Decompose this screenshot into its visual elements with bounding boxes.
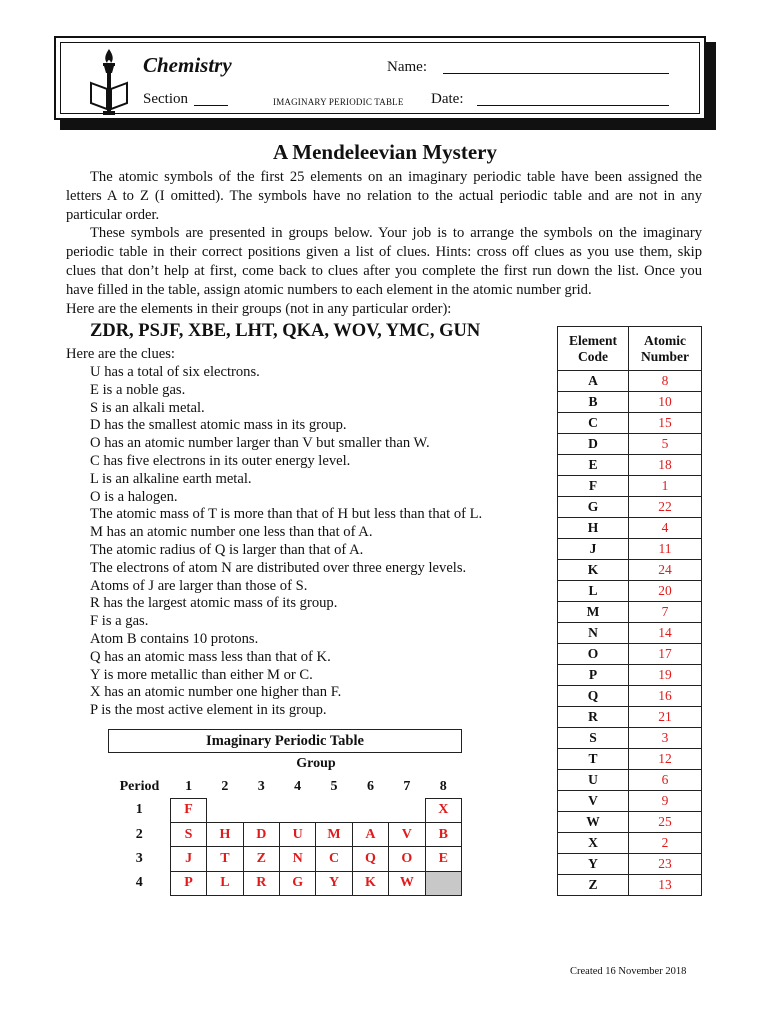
element-code: K: [558, 560, 629, 581]
element-code: H: [558, 518, 629, 539]
element-code: S: [558, 728, 629, 749]
element-cell[interactable]: V: [389, 823, 425, 847]
atomic-number[interactable]: 1: [629, 476, 702, 497]
atomic-number[interactable]: 5: [629, 434, 702, 455]
atomic-number-grid: [557, 326, 702, 896]
period-number: 1: [135, 802, 143, 818]
period-row: [109, 847, 462, 871]
element-code: Q: [558, 686, 629, 707]
table-row: [558, 476, 702, 497]
atomic-number[interactable]: 22: [629, 497, 702, 518]
element-cell[interactable]: G: [279, 871, 315, 895]
group-number: 5: [330, 778, 338, 794]
element-code: X: [558, 833, 629, 854]
empty-cell: [207, 798, 243, 822]
table-row: [558, 455, 702, 476]
name-blank-line[interactable]: [443, 73, 669, 74]
clue-item: X has an atomic number one higher than F.: [90, 684, 342, 701]
element-code: C: [558, 413, 629, 434]
atomic-number[interactable]: 23: [629, 854, 702, 875]
atomic-number[interactable]: 11: [629, 539, 702, 560]
header-inner-border: [60, 42, 700, 114]
element-cell[interactable]: W: [389, 871, 425, 895]
table-row: [558, 665, 702, 686]
element-cell[interactable]: J: [170, 847, 206, 871]
atomic-number[interactable]: 3: [629, 728, 702, 749]
table-row: [558, 602, 702, 623]
element-cell[interactable]: Q: [352, 847, 388, 871]
period-label: Period: [119, 778, 160, 794]
period-number: 2: [135, 826, 143, 842]
atomic-number[interactable]: 18: [629, 455, 702, 476]
table-row: [558, 770, 702, 791]
table-row: [558, 371, 702, 392]
clue-item: D has the smallest atomic mass in its group.: [90, 417, 347, 434]
clue-item: O is a halogen.: [90, 488, 178, 505]
imaginary-periodic-table: [108, 729, 462, 896]
table-row: [558, 581, 702, 602]
atomic-number[interactable]: 19: [629, 665, 702, 686]
element-cell[interactable]: F: [170, 798, 206, 822]
empty-cell: [243, 798, 279, 822]
group-number: 1: [185, 778, 193, 794]
date-field: [431, 91, 669, 108]
element-code: B: [558, 392, 629, 413]
element-code: E: [558, 455, 629, 476]
clue-item: R has the largest atomic mass of its group.: [90, 595, 338, 612]
element-code: J: [558, 539, 629, 560]
table-row: [558, 686, 702, 707]
intro-paragraph-3: Here are the elements in their groups (not in any particular order):: [66, 301, 452, 317]
table-row: [558, 560, 702, 581]
table-row: [558, 854, 702, 875]
period-row: [109, 823, 462, 847]
group-label: Group: [296, 756, 336, 772]
table-row: [558, 413, 702, 434]
clue-item: Atom B contains 10 protons.: [90, 630, 259, 647]
element-cell[interactable]: E: [425, 847, 461, 871]
element-code: A: [558, 371, 629, 392]
course-label: IMAGINARY PERIODIC TABLE: [273, 97, 404, 107]
group-number: 2: [221, 778, 229, 794]
atomic-number[interactable]: 9: [629, 791, 702, 812]
atomic-number[interactable]: 8: [629, 371, 702, 392]
clue-item: O has an atomic number larger than V but smaller than W.: [90, 435, 430, 452]
clue-item: F is a gas.: [90, 613, 149, 630]
group-number: 4: [294, 778, 302, 794]
element-code-header: Element Code: [558, 327, 629, 371]
period-spacer: [109, 753, 171, 776]
table-row: [558, 791, 702, 812]
clue-item: L is an alkaline earth metal.: [90, 470, 252, 487]
empty-cell: [316, 798, 352, 822]
group-number: 6: [366, 778, 374, 794]
section-label: Section: [143, 91, 188, 107]
section-blank-line[interactable]: [194, 105, 228, 106]
element-code: R: [558, 707, 629, 728]
table-row: [558, 833, 702, 854]
date-blank-line[interactable]: [477, 105, 669, 106]
element-code: Z: [558, 875, 629, 896]
clue-item: Y is more metallic than either M or C.: [90, 666, 313, 683]
period-row: [109, 798, 462, 822]
element-code: M: [558, 602, 629, 623]
element-cell[interactable]: H: [207, 823, 243, 847]
atomic-number[interactable]: 16: [629, 686, 702, 707]
element-cell[interactable]: X: [425, 798, 461, 822]
element-code: L: [558, 581, 629, 602]
clue-item: C has five electrons in its outer energy level.: [90, 452, 351, 469]
element-code: G: [558, 497, 629, 518]
element-cell[interactable]: M: [316, 823, 352, 847]
table-row: [558, 875, 702, 896]
element-code: V: [558, 791, 629, 812]
clue-item: The electrons of atom N are distributed over three energy levels.: [90, 559, 467, 576]
table-row: [558, 749, 702, 770]
clues-intro: Here are the clues:: [66, 346, 175, 362]
table-row: [558, 707, 702, 728]
element-code: Y: [558, 854, 629, 875]
atomic-number[interactable]: 25: [629, 812, 702, 833]
name-field: [387, 59, 669, 76]
group-number: 7: [403, 778, 411, 794]
element-code: D: [558, 434, 629, 455]
element-cell[interactable]: D: [243, 823, 279, 847]
element-cell[interactable]: C: [316, 847, 352, 871]
element-code: P: [558, 665, 629, 686]
table-row: [558, 497, 702, 518]
name-label: Name:: [387, 59, 427, 75]
atomic-number[interactable]: 17: [629, 644, 702, 665]
torch-book-logo-icon: [89, 47, 129, 119]
element-cell[interactable]: K: [352, 871, 388, 895]
element-code: T: [558, 749, 629, 770]
element-cell[interactable]: B: [425, 823, 461, 847]
table-row: [558, 728, 702, 749]
element-cell[interactable]: O: [389, 847, 425, 871]
element-groups: ZDR, PSJF, XBE, LHT, QKA, WOV, YMC, GUN: [90, 321, 481, 341]
atomic-number[interactable]: 13: [629, 875, 702, 896]
atomic-number[interactable]: 21: [629, 707, 702, 728]
worksheet-header: [54, 36, 706, 120]
group-number: 8: [439, 778, 447, 794]
clue-item: S is an alkali metal.: [90, 399, 205, 416]
period-number: 4: [135, 875, 143, 891]
period-number: 3: [135, 851, 143, 866]
element-cell[interactable]: U: [279, 823, 315, 847]
element-cell[interactable]: S: [170, 823, 206, 847]
atomic-number[interactable]: 20: [629, 581, 702, 602]
clue-item: Atoms of J are larger than those of S.: [90, 577, 308, 594]
clue-item: The atomic radius of Q is larger than that of A.: [90, 541, 364, 558]
element-cell[interactable]: L: [207, 871, 243, 895]
date-label: Date:: [431, 91, 464, 107]
element-cell[interactable]: N: [279, 847, 315, 871]
table-row: [558, 539, 702, 560]
empty-cell: [352, 798, 388, 822]
element-code: U: [558, 770, 629, 791]
page-title: A Mendeleevian Mystery: [273, 140, 497, 164]
element-cell[interactable]: Y: [316, 871, 352, 895]
atomic-number[interactable]: 7: [629, 602, 702, 623]
intro-paragraph-2: These symbols are presented in groups below. Your job is to arrange the symbols on the imaginary periodic table in their correct positions given a list of clues. Hints: cross off clues as you use them, skip clues that don’t help at first, come back to clues after you complete the first run down the list. Once you have filled in the table, assign atomic numbers to each element in the atomic number grid.: [66, 225, 702, 298]
empty-cell: [389, 798, 425, 822]
clue-item: U has a total of six electrons.: [90, 364, 260, 380]
clue-item: The atomic mass of T is more than that of H but less than that of L.: [90, 506, 483, 523]
table-row: [558, 392, 702, 413]
atomic-number[interactable]: 6: [629, 770, 702, 791]
created-date-footer: Created 16 November 2018: [570, 966, 687, 977]
atomic-number[interactable]: 14: [629, 623, 702, 644]
intro-paragraph-1: The atomic symbols of the first 25 elements on an imaginary periodic table have been assigned the letters A to Z (I omitted). The symbols have no relation to the actual periodic table and are not in any particular order.: [66, 169, 702, 223]
atomic-number[interactable]: 2: [629, 833, 702, 854]
atomic-number[interactable]: 4: [629, 518, 702, 539]
element-cell[interactable]: R: [243, 871, 279, 895]
element-cell[interactable]: P: [170, 871, 206, 895]
table-row: [558, 434, 702, 455]
clue-item: P is the most active element in its group.: [90, 702, 327, 719]
clue-item: M has an atomic number one less than that of A.: [90, 524, 373, 541]
atomic-number[interactable]: 12: [629, 749, 702, 770]
period-row: [109, 871, 462, 895]
table-row: [558, 644, 702, 665]
table-row: [558, 518, 702, 539]
element-cell[interactable]: T: [207, 847, 243, 871]
element-code: N: [558, 623, 629, 644]
table-row: [558, 623, 702, 644]
table-row: [558, 812, 702, 833]
element-code: W: [558, 812, 629, 833]
atomic-number[interactable]: 24: [629, 560, 702, 581]
element-cell[interactable]: A: [352, 823, 388, 847]
section-field: [143, 91, 228, 108]
atomic-number-header: Atomic Number: [629, 327, 702, 371]
clue-list: [90, 364, 482, 720]
element-code: O: [558, 644, 629, 665]
shaded-cell: [425, 871, 461, 895]
periodic-table-caption: Imaginary Periodic Table: [109, 730, 462, 753]
atomic-number[interactable]: 10: [629, 392, 702, 413]
empty-cell: [279, 798, 315, 822]
atomic-number[interactable]: 15: [629, 413, 702, 434]
subject-title: Chemistry: [143, 53, 232, 77]
element-cell[interactable]: Z: [243, 847, 279, 871]
clue-item: E is a noble gas.: [90, 381, 186, 398]
element-code: F: [558, 476, 629, 497]
clue-item: Q has an atomic mass less than that of K.: [90, 648, 331, 665]
group-number: 3: [257, 778, 265, 794]
grid-header-row: [558, 327, 702, 371]
